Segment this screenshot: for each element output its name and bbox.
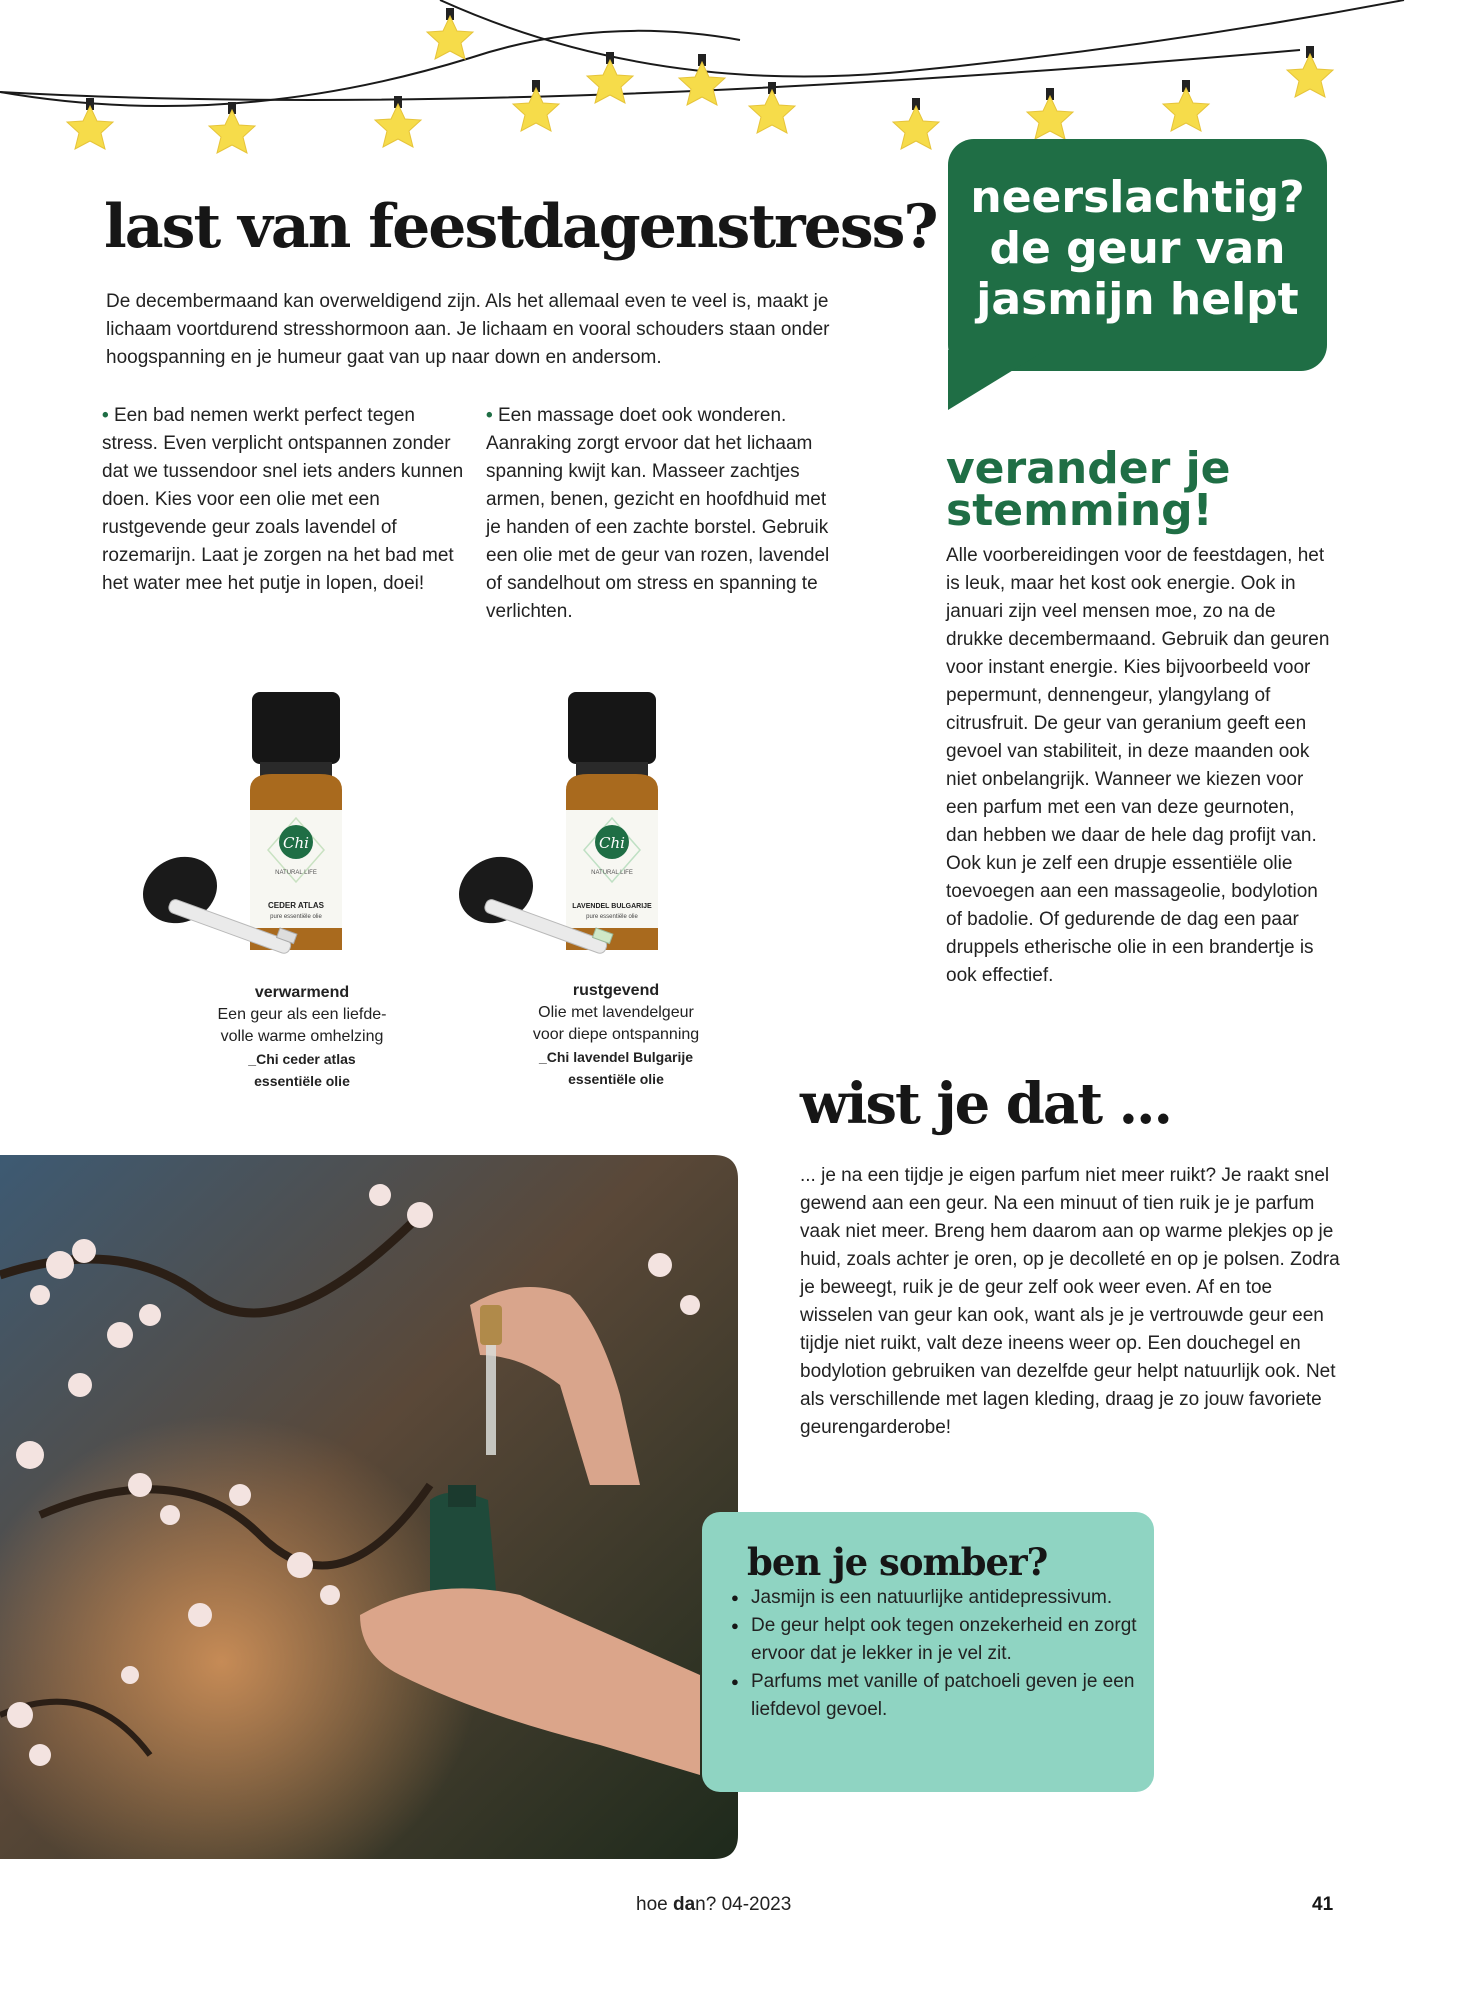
product-caption-lavendel: [500, 980, 732, 1090]
tip-text: Een massage doet ook wonderen. Aanraking zorgt ervoor dat het lichaam spanning kwijt kan. Masseer zachtjes armen, benen, gezicht en hoofdhuid met je handen of een zachte borstel. Gebruik een olie met de geur van rozen, lavendel of sandelhout om stress en spanning te verlichten.: [486, 405, 830, 622]
list-item: ● Parfums met vanille of patchoeli geven je een liefdevol gevoel.: [731, 1668, 1151, 1724]
product-bottle-lavendel: [444, 690, 684, 962]
mood-paragraph: Alle voorbereidingen voor de feestdagen, het is leuk, maar het kost ook energie. Ook in januari zijn veel mensen moe, zo na de drukke decembermaand. Gebruik dan geuren voor instant energie. Kies bijvoorbeeld voor pepermunt, dennengeur, ylangylang of citrusfruit. De geur van geranium geeft een gevoel van stabiliteit, in deze maanden ook niet onbelangrijk. Wanneer we kiezen voor een parfum met een van deze geurnoten, dan hebben we daar de hele dag profijt van. Ook kun je zelf een drupje essentiële olie toevoegen aan een massageolie, bodylotion of badolie. Of gedurende de dag een paar druppels etherische olie in een brandertje is ook effectief.: [946, 545, 1330, 986]
bottle-name: CEDER ATLAS: [268, 901, 324, 910]
product-name-line: _Chi lavendel Bulgarije: [538, 1049, 694, 1065]
tip-massage: • Een massage doet ook wonderen. Aanraking zorgt ervoor dat het lichaam spanning kwijt kan. Masseer zachtjes armen, benen, gezicht en hoofdhuid met je handen of een zachte borstel. Gebruik een olie met de geur van rozen, lavendel of sandelhout om stress en spanning te verlichten.: [486, 405, 830, 622]
product-name-line: essentiële olie: [254, 1073, 350, 1089]
star-light-icon: [67, 98, 113, 149]
star-light-icon: [209, 102, 255, 153]
star-light-icon: [1287, 46, 1333, 97]
product-title: rustgevend: [572, 982, 660, 999]
bubble-line: neerslachtig?: [970, 172, 1305, 223]
product-bottle-ceder: [124, 690, 364, 962]
wist-heading: wist je dat ...: [800, 1071, 1172, 1137]
somber-list: [731, 1584, 1151, 1724]
pub-bold: da: [672, 1894, 696, 1915]
product-title: verwarmend: [254, 984, 350, 1001]
mood-heading: [946, 443, 1231, 536]
bottle-brand: Chi: [599, 834, 625, 852]
speech-bubble-tail: [946, 350, 1056, 414]
product-name-line: _Chi ceder atlas: [248, 1051, 356, 1067]
star-light-icon: [1027, 88, 1073, 139]
star-light-icon: [1163, 80, 1209, 131]
page-number: 41: [1312, 1894, 1334, 1915]
star-light-icon: [513, 80, 559, 131]
mood-heading-line: stemming!: [946, 485, 1213, 536]
star-light-icon: [893, 98, 939, 149]
list-item: ● De geur helpt ook tegen onzekerheid en zorgt ervoor dat je lekker in je vel zit.: [731, 1612, 1151, 1668]
product-desc-line: voor diepe ontspanning: [532, 1026, 700, 1043]
bottle-name: LAVENDEL BULGARIJE: [572, 903, 652, 910]
bubble-line: de geur van: [989, 223, 1286, 274]
intro-paragraph: De decembermaand kan overweldigend zijn. Als het allemaal even te veel is, maakt je lichaam voortdurend stresshormoon aan. Je lichaam en vooral schouders staan onder hoogspanning en je humeur gaat van up naar down en andersom.: [106, 291, 830, 368]
star-light-icon: [679, 54, 725, 105]
tip-bath: • Een bad nemen werkt perfect tegen stress. Even verplicht ontspannen zonder dat we tussendoor snel iets anders kunnen doen. Kies voor een olie met een rustgevende geur zoals lavendel of rozemarijn. Laat je zorgen na het bad met het water mee het putje in lopen, doei!: [102, 405, 464, 594]
tip-text: Een bad nemen werkt perfect tegen stress. Even verplicht ontspannen zonder dat we tussendoor snel iets anders kunnen doen. Kies voor een olie met een rustgevende geur zoals lavendel of rozemarijn. Laat je zorgen na het bad met het water mee het putje in lopen, doei!: [102, 405, 464, 594]
product-name-line: essentiële olie: [568, 1071, 664, 1087]
speech-bubble-text: [948, 172, 1327, 325]
star-light-icon: [749, 82, 795, 133]
star-light-icon: [427, 8, 473, 59]
bottle-desc: pure essentiële olie: [270, 914, 322, 920]
product-desc-line: Olie met lavendelgeur: [538, 1004, 694, 1021]
bottle-desc: pure essentiële olie: [586, 914, 638, 920]
bottle-sub: NATURAL LIFE: [591, 870, 633, 876]
bottle-sub: NATURAL LIFE: [275, 870, 317, 876]
wist-paragraph: ... je na een tijdje je eigen parfum niet meer ruikt? Je raakt snel gewend aan een geur. Na een minuut of tien ruik je je parfum vaak niet meer. Breng hem daarom aan op warme plekjes op je huid, zoals achter je oren, op je decolleté en op je polsen. Zodra je beweegt, ruik je de geur zelf ook weer even. Af en toe wisselen van geur kan ook, want als je je vertrouwde geur een tijdje niet ruikt, valt deze ineens weer op. Een douchegel en bodylotion gebruiken van dezelfde geur helpt natuurlijk ook. Net als verschillende met lagen kleding, draag je zo jouw favoriete geurengarderobe!: [800, 1165, 1340, 1438]
product-desc-line: Een geur als een liefde-: [217, 1006, 387, 1023]
somber-title: ben je somber?: [747, 1540, 1048, 1584]
bottle-brand: Chi: [283, 834, 309, 852]
product-caption-ceder: [186, 982, 418, 1092]
product-desc-line: volle warme omhelzing: [220, 1028, 384, 1045]
footer-publication: [636, 1894, 791, 1916]
list-item: ● Jasmijn is een natuurlijke antidepressivum.: [731, 1584, 1151, 1612]
mood-heading-line: verander je: [946, 443, 1231, 494]
star-light-icon: [375, 96, 421, 147]
page-title: last van feestdagenstress?: [104, 192, 937, 262]
bubble-line: jasmijn helpt: [976, 274, 1299, 325]
pub-prefix: hoe: [636, 1894, 673, 1915]
photo-dropper-blossoms: [0, 1155, 738, 1859]
pub-suffix: n? 04-2023: [695, 1894, 792, 1915]
